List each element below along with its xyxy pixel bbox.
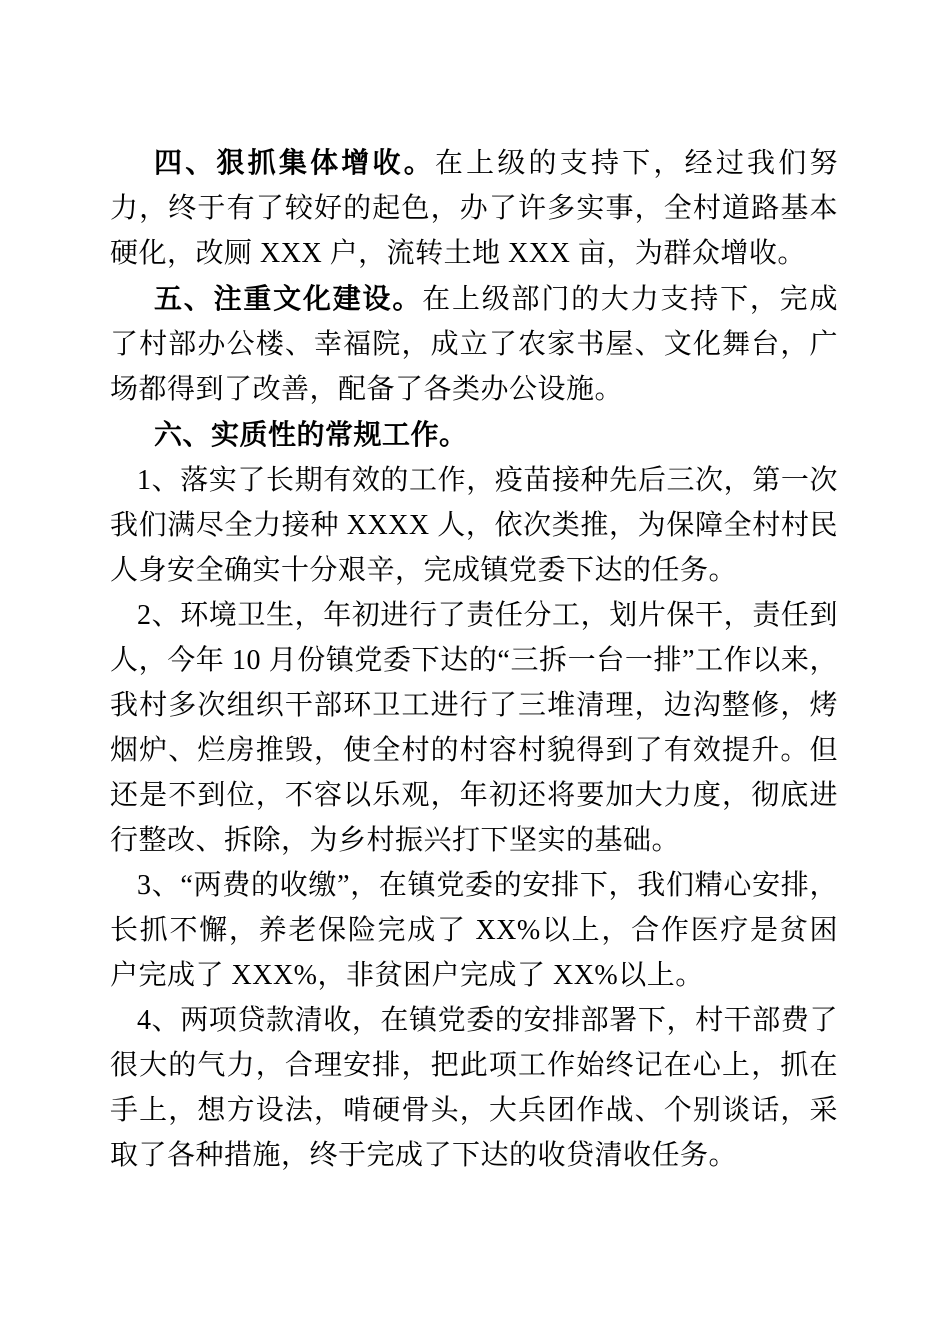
paragraph-item-3 xyxy=(110,863,838,998)
paragraph-item-2 xyxy=(110,593,838,863)
item-1-body: 1、落实了长期有效的工作，疫苗接种先后三次，第一次我们满尽全力接种 XXXX 人，依次类推，为保障全村村民人身安全确实十分艰辛，完成镇党委下达的任务。 xyxy=(110,465,838,586)
paragraph-section-5 xyxy=(110,276,838,412)
paragraph-section-6 xyxy=(110,412,838,458)
paragraph-item-4 xyxy=(110,998,838,1178)
section-5-heading: 五、注重文化建设。 xyxy=(154,283,423,314)
item-2-body: 2、环境卫生，年初进行了责任分工，划片保干，责任到人，今年 10 月份镇党委下达的“三拆一台一排”工作以来，我村多次组织干部环卫工进行了三堆清理，边沟整修，烤烟炉、烂房推毁，使全村的村容村貌得到了有效提升。但还是不到位，不容以乐观，年初还将要加大力度，彻底进行整改、拆除，为乡村振兴打下坚实的基础。 xyxy=(110,600,838,856)
document-content xyxy=(110,140,838,1178)
section-6-heading: 六、实质性的常规工作。 xyxy=(154,419,468,450)
paragraph-item-1 xyxy=(110,458,838,593)
paragraph-section-4 xyxy=(110,140,838,276)
section-4-body: 在上级的支持下，经过我们努力，终于有了较好的起色，办了许多实事，全村道路基本硬化，改厕 XXX 户，流转土地 XXX 亩，为群众增收。 xyxy=(110,148,838,269)
item-3-body: 3、“两费的收缴”，在镇党委的安排下，我们精心安排，长抓不懈，养老保险完成了 XX%以上，合作医疗是贫困户完成了 XXX%，非贫困户完成了 XX%以上。 xyxy=(110,870,838,991)
item-4-body: 4、两项贷款清收，在镇党委的安排部署下，村干部费了很大的气力，合理安排，把此项工作始终记在心上，抓在手上，想方设法，啃硬骨头，大兵团作战、个别谈话，采取了各种措施，终于完成了下达的收贷清收任务。 xyxy=(110,1005,838,1171)
section-5-body: 在上级部门的大力支持下，完成了村部办公楼、幸福院，成立了农家书屋、文化舞台，广场都得到了改善，配备了各类办公设施。 xyxy=(110,284,838,405)
section-4-heading: 四、狠抓集体增收。 xyxy=(154,147,435,178)
